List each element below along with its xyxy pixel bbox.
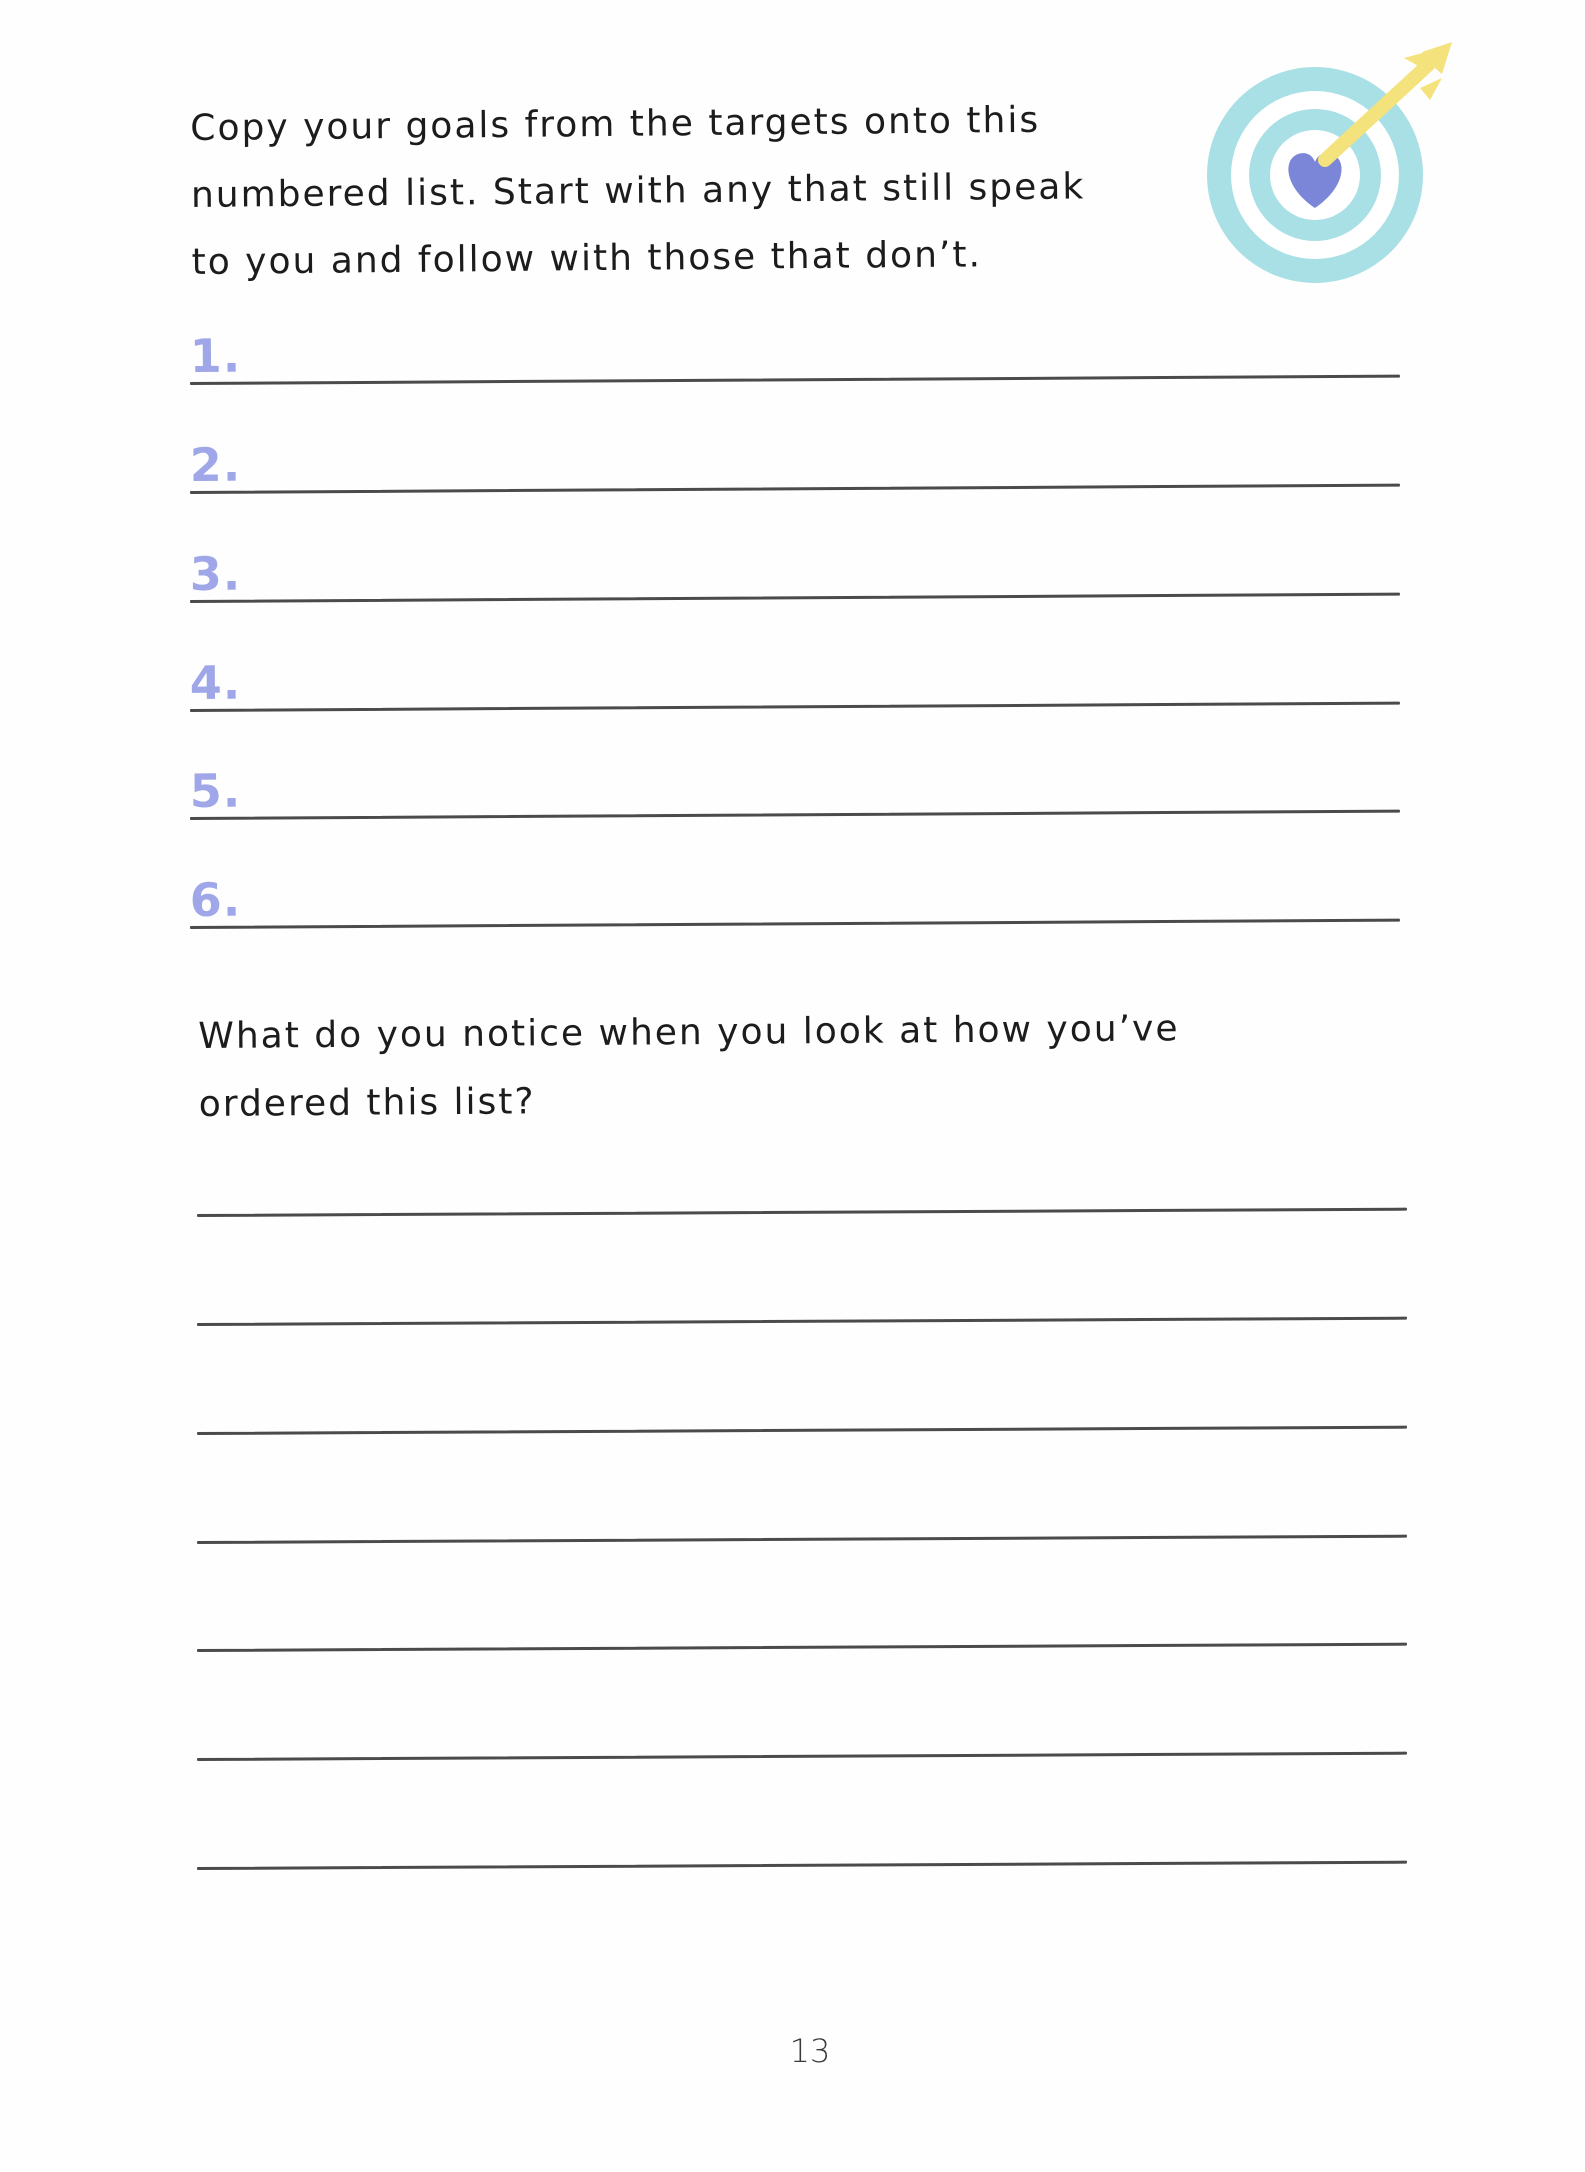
- list-item: [190, 625, 1400, 712]
- list-item: [190, 407, 1400, 494]
- list-number: 1.: [189, 328, 242, 384]
- list-number: 4.: [189, 655, 242, 711]
- list-number: 3.: [189, 546, 242, 602]
- instructions-line-2: numbered list. Start with any that still speak: [190, 166, 1086, 216]
- list-number: 6.: [189, 872, 242, 928]
- write-line[interactable]: [190, 484, 1400, 494]
- list-item: [190, 733, 1400, 820]
- write-line[interactable]: [190, 375, 1400, 385]
- list-number: 2.: [189, 437, 242, 493]
- list-item: [190, 842, 1400, 929]
- write-line[interactable]: [190, 702, 1400, 712]
- list-number: 5.: [189, 763, 242, 819]
- list-item: [190, 298, 1400, 385]
- question-line-2: ordered this list?: [198, 1081, 536, 1125]
- reflection-question: [198, 994, 1299, 1139]
- write-line[interactable]: [190, 810, 1400, 820]
- write-line[interactable]: [190, 919, 1400, 929]
- instructions-line-3: to you and follow with those that don’t.: [191, 234, 983, 283]
- list-item: [190, 516, 1400, 603]
- write-line[interactable]: [190, 593, 1400, 603]
- question-line-1: What do you notice when you look at how you’ve: [198, 1008, 1180, 1057]
- instructions-line-1: Copy your goals from the targets onto this: [190, 99, 1041, 149]
- page-number: 13: [789, 2032, 831, 2070]
